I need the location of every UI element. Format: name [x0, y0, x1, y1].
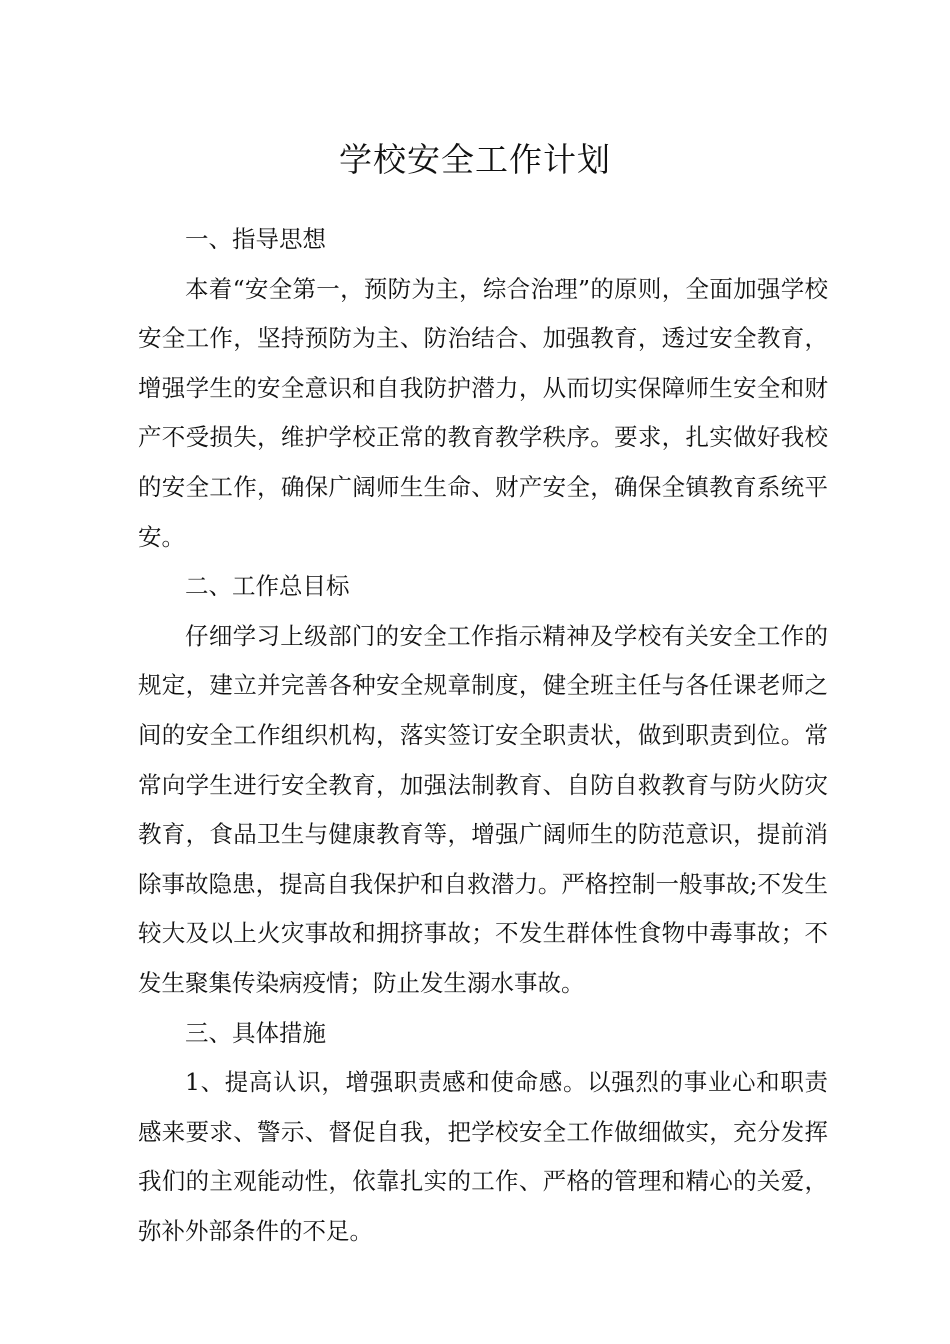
document-body — [138, 215, 828, 1256]
paragraph-guiding-ideology: 本着“安全第一，预防为主，综合治理”的原则，全面加强学校安全工作，坚持预防为主、防治结合、加强教育，透过安全教育，增强学生的安全意识和自我防护潜力，从而切实保障师生安全和财产不受损失，维护学校正常的教育教学秩序。要求，扎实做好我校的安全工作，确保广阔师生生命、财产安全，确保全镇教育系统平安。 — [138, 274, 828, 551]
document-title: 学校安全工作计划 — [339, 140, 611, 179]
section-heading-overall-goal: 二、工作总目标 — [185, 572, 350, 601]
paragraph-measure-1: 1、提高认识，增强职责感和使命感。以强烈的事业心和职责感来要求、警示、督促自我，把学校安全工作做细做实，充分发挥我们的主观能动性，依靠扎实的工作、严格的管理和精心的关爱，弥补外部条件的不足。 — [138, 1068, 828, 1245]
section-heading-specific-measures: 三、具体措施 — [185, 1018, 326, 1047]
section-heading-guiding-ideology: 一、指导思想 — [185, 225, 326, 253]
paragraph-overall-goal: 仔细学习上级部门的安全工作指示精神及学校有关安全工作的规定，建立并完善各种安全规章制度，健全班主任与各任课老师之间的安全工作组织机构，落实签订安全职责状，做到职责到位。常常向学生进行安全教育，加强法制教育、自防自救教育与防火防灾教育，食品卫生与健康教育等，增强广阔师生的防范意识，提前消除事故隐患，提高自我保护和自救潜力。严格控制一般事故;不发生较大及以上火灾事故和拥挤事故；不发生群体性食物中毒事故；不发生聚集传染病疫情；防止发生溺水事故。 — [138, 621, 828, 997]
